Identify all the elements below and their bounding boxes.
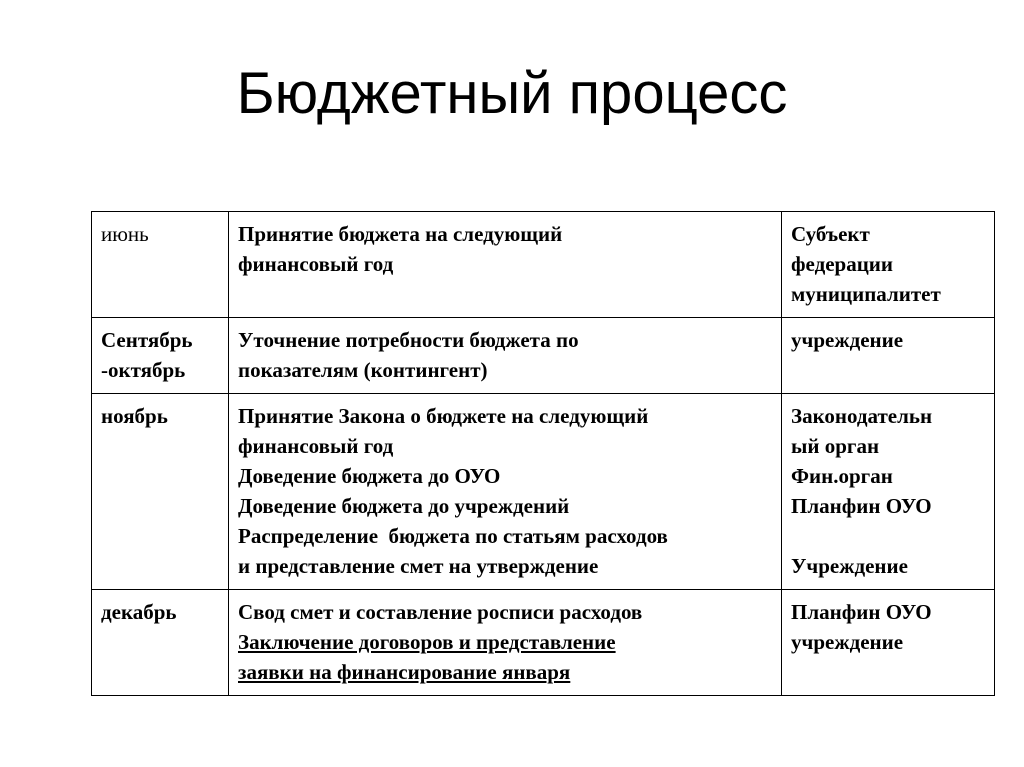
period-text: ноябрь <box>101 404 168 428</box>
table-row-december <box>92 590 995 696</box>
actions-cell <box>229 394 782 590</box>
table-row-september-october <box>92 318 995 394</box>
table-row-november <box>92 394 995 590</box>
action-line: показателям (контингент) <box>238 358 488 382</box>
period-text: Сентябрь <box>101 328 193 352</box>
actor-line: Законодательн <box>791 404 933 428</box>
actions-cell <box>229 318 782 394</box>
action-line: финансовый год <box>238 434 394 458</box>
action-line-underlined: заявки на финансирование января <box>238 660 571 684</box>
action-line: Распределение бюджета по статьям расходов <box>238 524 668 548</box>
actor-line: Фин.орган <box>791 464 893 488</box>
actor-line: федерации <box>791 252 893 276</box>
action-line: Свод смет и составление росписи расходов <box>238 600 643 624</box>
actors-cell <box>782 590 995 696</box>
period-text: -октябрь <box>101 358 186 382</box>
actor-line: Планфин ОУО <box>791 600 932 624</box>
budget-process-table <box>91 211 995 696</box>
slide-title: Бюджетный процесс <box>236 61 788 126</box>
actor-line: учреждение <box>791 328 904 352</box>
period-cell <box>92 212 229 318</box>
actors-cell <box>782 394 995 590</box>
actor-spacer <box>791 521 985 551</box>
action-line-underlined: Заключение договоров и представление <box>238 630 616 654</box>
period-cell <box>92 394 229 590</box>
action-line: Принятие бюджета на следующий <box>238 222 563 246</box>
actors-cell <box>782 212 995 318</box>
actor-line: Планфин ОУО <box>791 494 932 518</box>
period-cell <box>92 318 229 394</box>
actor-line: муниципалитет <box>791 282 941 306</box>
action-line: финансовый год <box>238 252 394 276</box>
action-line: Принятие Закона о бюджете на следующий <box>238 404 649 428</box>
actions-cell <box>229 590 782 696</box>
table-row-june <box>92 212 995 318</box>
actions-cell <box>229 212 782 318</box>
actors-cell <box>782 318 995 394</box>
actor-line: Учреждение <box>791 554 908 578</box>
action-line: и представление смет на утверждение <box>238 554 599 578</box>
period-cell <box>92 590 229 696</box>
actor-line: ый орган <box>791 434 880 458</box>
action-line: Доведение бюджета до учреждений <box>238 494 570 518</box>
actor-line: Субъект <box>791 222 870 246</box>
period-text: декабрь <box>101 600 177 624</box>
actor-line: учреждение <box>791 630 904 654</box>
action-line: Доведение бюджета до ОУО <box>238 464 501 488</box>
period-text: июнь <box>101 222 149 246</box>
action-line: Уточнение потребности бюджета по <box>238 328 579 352</box>
